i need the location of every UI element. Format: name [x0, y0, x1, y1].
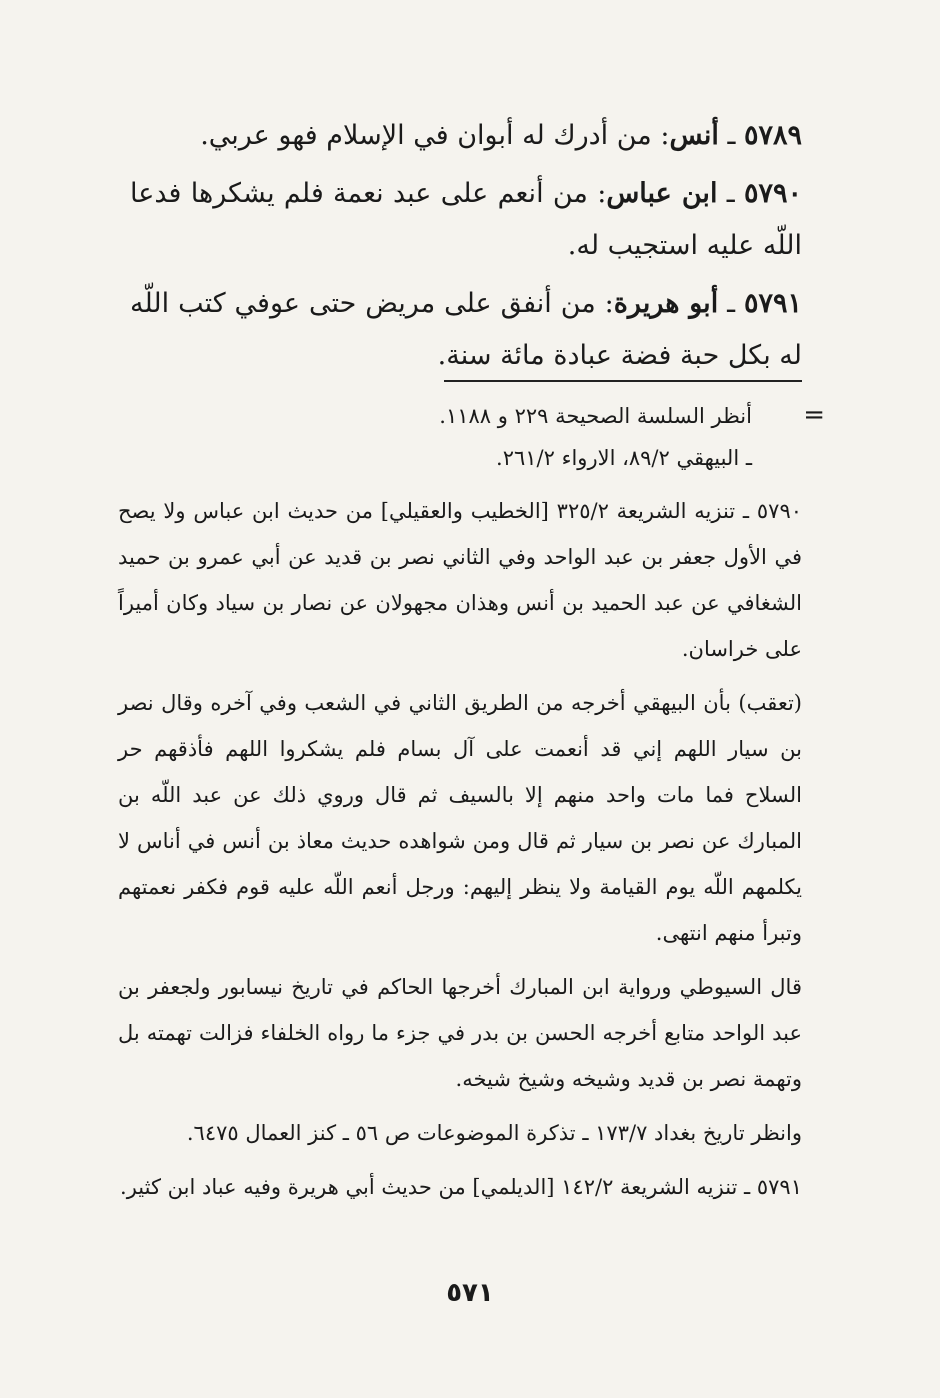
hadith-entry-5789: [130, 110, 802, 162]
narrator-name: أبو هريرة: [613, 288, 719, 319]
hadith-text: : من أدرك له أبوان في الإسلام فهو عربي.: [200, 120, 670, 151]
entry-dash: ـ: [718, 288, 744, 319]
footnote-divider: [444, 380, 802, 382]
narrator-name: ابن عباس: [606, 178, 718, 209]
hadith-entries: [130, 110, 802, 388]
hadith-entry-5791: [130, 278, 802, 382]
continuation-mark: =: [803, 400, 825, 430]
footnotes: [118, 488, 802, 1218]
hadith-text: : من أنعم على عبد نعمة فلم يشكرها فدعا اللّه عليه استجيب له.: [130, 178, 802, 261]
entry-dash: ـ: [717, 178, 744, 209]
footnote-5791: ٥٧٩١ ـ تنزيه الشريعة ١٤٢/٢ [الديلمي] من حديث أبي هريرة وفيه عباد ابن كثير.: [120, 1175, 802, 1199]
entry-number: ٥٧٩١: [744, 288, 803, 319]
entry-dash: ـ: [718, 120, 744, 151]
entry-number: ٥٧٨٩: [743, 120, 802, 151]
hadith-entry-5790: [130, 168, 802, 272]
hadith-text: : من أنفق على مريض حتى عوفي كتب اللّه له بكل حبة فضة عبادة مائة سنة.: [130, 288, 802, 371]
footnote-taaqqub: (تعقب) بأن البيهقي أخرجه من الطريق الثاني في الشعب وفي آخره وقال نصر بن سيار اللهم إني قد أنعمت على آل بسام فلم يشكروا اللهم فأذقهم حر السلاح فما مات واحد منهم إلا بالسيف ثم قال وروي ذلك عن عبد اللّه بن المبارك عن نصر بن سيار ثم قال ومن شواهده حديث معاذ بن أنس في أناس لا يكلمهم اللّه يوم القيامة ولا ينظر إليهم: ورجل أنعم اللّه عليه قوم فكفر نعمتهم وتبرأ منهم انتهى.: [118, 691, 802, 945]
continued-footnotes: [300, 395, 752, 479]
page-number: ٥٧١: [446, 1278, 494, 1308]
narrator-name: أنس: [669, 120, 719, 151]
footnote-line: أنظر السلسة الصحيحة ٢٢٩ و ١١٨٨.: [439, 404, 752, 428]
entry-number: ٥٧٩٠: [743, 178, 802, 209]
footnote-line: ـ البيهقي ٨٩/٢، الارواء ٢٦١/٢.: [496, 446, 752, 470]
footnote-references: وانظر تاريخ بغداد ١٧٣/٧ ـ تذكرة الموضوعات ص ٥٦ ـ كنز العمال ٦٤٧٥.: [186, 1121, 802, 1145]
footnote-5790: ٥٧٩٠ ـ تنزيه الشريعة ٣٢٥/٢ [الخطيب والعقيلي] من حديث ابن عباس ولا يصح في الأول جعفر بن عبد الواحد وفي الثاني نصر بن قديد عن أبي عمرو بن حميد الشغافي عن عبد الحميد بن أنس وهذان مجهولان عن نصار بن سياد وكان أميراً على خراسان.: [118, 499, 803, 661]
footnote-suyuti: قال السيوطي ورواية ابن المبارك أخرجها الحاكم في تاريخ نيسابور ولجعفر بن عبد الواحد متابع أخرجه الحسن بن بدر في جزء ما رواه الخلفاء فزالت تهمته بل وتهمة نصر بن قديد وشيخه وشيخ شيخه.: [118, 975, 802, 1091]
